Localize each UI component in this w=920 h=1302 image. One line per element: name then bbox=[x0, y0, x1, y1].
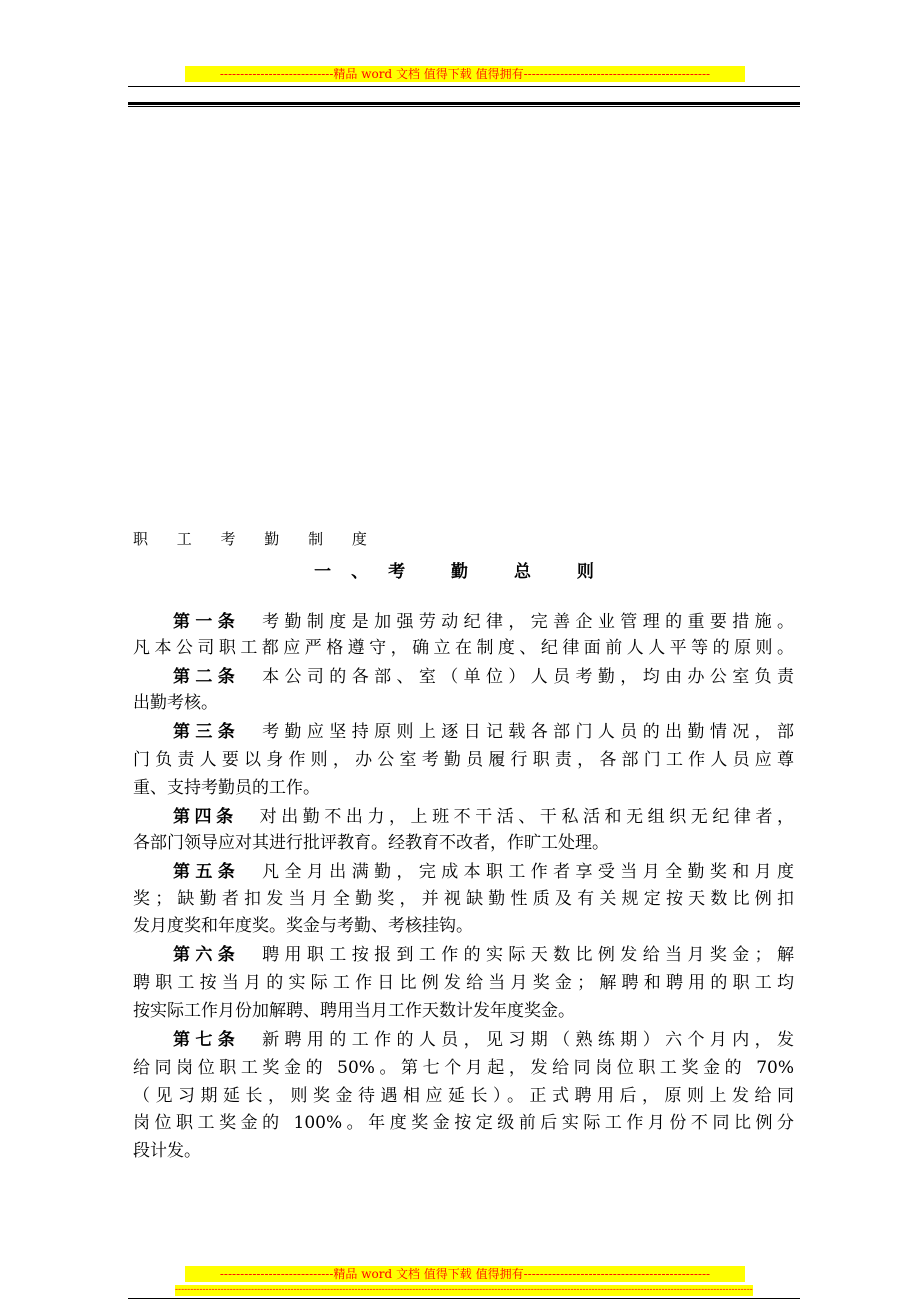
article-7-line-3: （见习期延长，则奖金待遇相应延长）。正式聘用后，原则上发给同 bbox=[133, 1086, 794, 1106]
header-rule-under bbox=[128, 106, 800, 107]
article-7-line-4: 岗位职工奖金的 100%。年度奖金按定级前后实际工作月份不同比例分 bbox=[133, 1113, 794, 1133]
footer-rule bbox=[128, 1298, 800, 1299]
header-rule-thick bbox=[128, 102, 800, 105]
article-3-text: 考勤应坚持原则上逐日记载各部门人员的出勤情况，部 bbox=[262, 722, 795, 742]
article-3-label: 第三条 bbox=[173, 722, 241, 742]
article-7-label: 第七条 bbox=[173, 1030, 241, 1050]
article-2-label: 第二条 bbox=[173, 667, 241, 687]
article-7-line-1 bbox=[173, 1027, 794, 1053]
header-rule-thin bbox=[128, 86, 800, 87]
article-3-line-1 bbox=[173, 719, 794, 745]
article-4-text: 对出勤不出力，上班不干活、干私活和无组织无纪律者， bbox=[259, 807, 795, 827]
article-6-label: 第六条 bbox=[173, 945, 241, 965]
article-2-line-2: 出勤考核。 bbox=[133, 693, 218, 713]
article-7-line-5: 段计发。 bbox=[133, 1141, 201, 1161]
footer-banner-dashes: ---------------------------------------------------------------------------------------------------------------------------------------------------------------------------------------------- bbox=[175, 1285, 753, 1295]
article-5-text: 凡全月出满勤，完成本职工作者享受当月全勤奖和月度 bbox=[262, 862, 795, 882]
article-7-text: 新聘用的工作的人员，见习期（熟练期）六个月内，发 bbox=[262, 1030, 795, 1050]
article-4-line-2: 各部门领导应对其进行批评教育。经教育不改者，作旷工处理。 bbox=[133, 833, 609, 853]
footer-banner: ----------------------------精品 word 文档 值得下载 值得拥有---------------------------------------------- bbox=[185, 1266, 745, 1282]
document-title: 职 工 考 勤 制 度 bbox=[133, 530, 379, 548]
article-5-label: 第五条 bbox=[173, 862, 241, 882]
article-1-line-1 bbox=[173, 609, 794, 635]
article-1-line-2: 凡本公司职工都应严格遵守，确立在制度、纪律面前人人平等的原则。 bbox=[133, 638, 794, 658]
section-heading: 一、考 勤 总 则 bbox=[314, 562, 614, 582]
article-5-line-3: 发月度奖和年度奖。奖金与考勤、考核挂钩。 bbox=[133, 916, 473, 936]
article-2-text: 本公司的各部、室（单位）人员考勤，均由办公室负责 bbox=[262, 667, 795, 687]
article-1-text: 考勤制度是加强劳动纪律，完善企业管理的重要措施。 bbox=[262, 612, 795, 632]
article-4-label: 第四条 bbox=[173, 807, 238, 827]
article-7-line-2: 给同岗位职工奖金的 50%。第七个月起，发给同岗位职工奖金的 70% bbox=[133, 1058, 794, 1078]
article-5-line-1 bbox=[173, 859, 794, 885]
article-6-line-2: 聘职工按当月的实际工作日比例发给当月奖金；解聘和聘用的职工均 bbox=[133, 973, 794, 993]
header-banner: ----------------------------精品 word 文档 值得下载 值得拥有---------------------------------------------- bbox=[185, 66, 745, 82]
article-5-line-2: 奖；缺勤者扣发当月全勤奖，并视缺勤性质及有关规定按天数比例扣 bbox=[133, 889, 794, 909]
article-6-line-3: 按实际工作月份加解聘、聘用当月工作天数计发年度奖金。 bbox=[133, 1001, 575, 1021]
article-3-line-3: 重、支持考勤员的工作。 bbox=[133, 778, 320, 798]
article-2-line-1 bbox=[173, 664, 794, 690]
article-1-label: 第一条 bbox=[173, 612, 241, 632]
article-3-line-2: 门负责人要以身作则，办公室考勤员履行职责，各部门工作人员应尊 bbox=[133, 750, 794, 770]
article-4-line-1 bbox=[173, 804, 794, 830]
article-6-text: 聘用职工按报到工作的实际天数比例发给当月奖金；解 bbox=[262, 945, 795, 965]
article-6-line-1 bbox=[173, 942, 794, 968]
